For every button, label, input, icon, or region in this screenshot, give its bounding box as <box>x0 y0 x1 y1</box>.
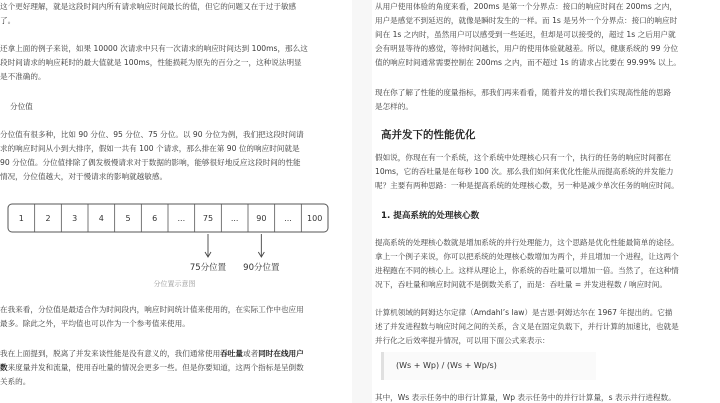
cell-label: ... <box>230 214 239 223</box>
cell-label: 5 <box>125 214 131 223</box>
cell-label: ... <box>177 214 186 223</box>
paragraph-line: 用户是感觉不到延迟的，就像是瞬时发生的一样。而 1s 是另外一个分界点：接口的响应时 <box>375 16 678 25</box>
paragraph-line: 从用户使用体验的角度来看，200ms 是第一个分界点：接口的响应时间在 200ms 之内， <box>375 2 677 11</box>
right-column <box>375 0 720 403</box>
paragraph-line: 间在 1s 之内时，虽然用户可以感受到一些延迟，但却是可以接受的，超过 1s 之后用户就 <box>375 30 676 39</box>
paragraph-line: 这个更好理解，就是这段时间内所有请求响应时间最长的值，但它的问题又在于过于敏感 <box>0 2 297 11</box>
cell-label: 1 <box>18 214 24 223</box>
paragraph-line: 假如说，你现在有一个系统，这个系统中处理核心只有一个，执行的任务的响应时间都在 <box>375 153 672 162</box>
column-gutter <box>352 0 372 403</box>
paragraph-line: 了。 <box>0 16 16 25</box>
paragraph-line: 并行化之后效率提升情况，可以用下面公式来表示： <box>375 336 550 345</box>
section-heading-high-concurrency: 高并发下的性能优化 <box>381 129 476 141</box>
p90-label: 90分位置 <box>243 263 280 273</box>
paragraph-line: 进程跑在不同的核心上。这样从理论上，你系统的吞吐量可以增加一倍。当然了，在这种情 <box>375 266 679 275</box>
left-column <box>0 0 349 403</box>
cell-label: 90 <box>256 214 267 223</box>
paragraph-line: 呢？主要有两种思路：一种是提高系统的处理核心数，另一种是减少单次任务的响应时间。 <box>375 181 679 190</box>
paragraph-line: 现在你了解了性能的度量指标，那我们再来看看，随着并发的增长我们实现高性能的思路 <box>375 88 672 97</box>
paragraph-line: 分位值有很多种，比如 90 分位、95 分位、75 分位。以 90 分位为例，我们把这段时间请 <box>0 130 304 139</box>
cell-label: 3 <box>72 214 78 223</box>
percentile-diagram <box>0 196 349 292</box>
section-heading-cores: 1. 提高系统的处理核心数 <box>381 211 480 221</box>
bold-term-count: 数 <box>0 363 8 372</box>
cell-label: 75 <box>202 214 214 223</box>
paragraph-line: 拿上一个例子来说，你可以把系统的处理核心数增加为两个，并且增加一个进程，让这两个 <box>375 252 679 261</box>
figure-caption: 分位置示意图 <box>153 280 196 288</box>
paragraph-line: 是怎样的。 <box>375 102 413 111</box>
paragraph-line: 值的响应时间通常需要控制在 200ms 之内，而不超过 1s 的请求占比要在 99.99% 以上。 <box>375 58 681 67</box>
paragraph-line: 计算机领域的阿姆达尔定律（Amdahl’s law）是吉恩·阿姆达尔在 1967 年提出的。它描 <box>375 308 673 317</box>
cell-label: ... <box>284 214 292 223</box>
paragraph-line: 还拿上面的例子来说，如果 10000 次请求中只有一次请求的响应时间达到 100ms，那么这 <box>0 44 308 53</box>
paragraph-line: 况下，吞吐量和响应时间就不是倒数关系了，而是：吞吐量 = 并发进程数 / 响应时间。 <box>375 280 667 289</box>
paragraph-line: 述了并发进程数与响应时间之间的关系，含义是在固定负载下，并行计算的加速比，也就是 <box>375 322 679 331</box>
paragraph-line: 段时间请求的响应耗时的最大值就是 100ms，性能损耗为原先的百分之一，这种说法明显 <box>0 58 302 67</box>
section-heading-percentile: 分位值 <box>10 102 33 111</box>
paragraph-line <box>0 347 304 361</box>
paragraph-line: 会有明显等待的感觉，等待时间越长，用户的使用体验就越差。所以，健康系统的 99 分位 <box>375 44 679 53</box>
paragraph-line: 提高系统的处理核心数就是增加系统的并行处理能力，这个思路是优化性能最简单的途径。 <box>375 238 679 247</box>
cell-label: 100 <box>307 214 323 223</box>
cell-label: 2 <box>45 214 51 223</box>
cell-label: 4 <box>98 214 104 223</box>
paragraph-line: 情况，分位值越大，对于慢请求的影响就越敏感。 <box>0 172 168 181</box>
paragraph-line: 关系的。 <box>0 377 31 386</box>
paragraph-line: 求的响应时间从小到大排序，假如一共有 100 个请求，那么排在第 90 位的响应时间就是 <box>0 144 300 153</box>
p75-label: 75分位置 <box>189 263 227 273</box>
paragraph-line <box>0 361 304 375</box>
amdahl-formula: (Ws + Wp) / (Ws + Wp/s) <box>381 352 596 380</box>
paragraph-line: 在我来看，分位值是最适合作为时间段内，响应时间统计值来使用的，在实际工作中也应用 <box>0 305 304 314</box>
paragraph-line: 其中，Ws 表示任务中的串行计算量，Wp 表示任务中的并行计算量，s 表示并行进程数。 <box>375 393 676 402</box>
text-run: 来度量并发和流量，使用吞吐量的情况会更多一些。但是你要知道，这两个指标是呈倒数 <box>7 363 304 372</box>
paragraph-line: 是不准确的。 <box>0 72 46 81</box>
bold-term-online-users: 同时在线用户 <box>258 349 304 358</box>
text-run: 我在上面提到，脱离了并发来谈性能是没有意义的，我们通常使用 <box>0 349 221 358</box>
paragraph-line: 10ms，它的吞吐量是在每秒 100 次。那么我们如何来优化性能从而提高系统的并发能力 <box>375 167 674 176</box>
cell-label: 6 <box>152 214 158 223</box>
paragraph-line: 最多。除此之外，平均值也可以作为一个参考值来使用。 <box>0 319 190 328</box>
bold-term-throughput: 吞吐量 <box>220 349 243 358</box>
paragraph-line: 90 分位值。分位值排除了偶发极慢请求对于数据的影响，能够很好地反应这段时间的性能 <box>0 158 301 167</box>
text-run: 或者 <box>243 349 259 358</box>
